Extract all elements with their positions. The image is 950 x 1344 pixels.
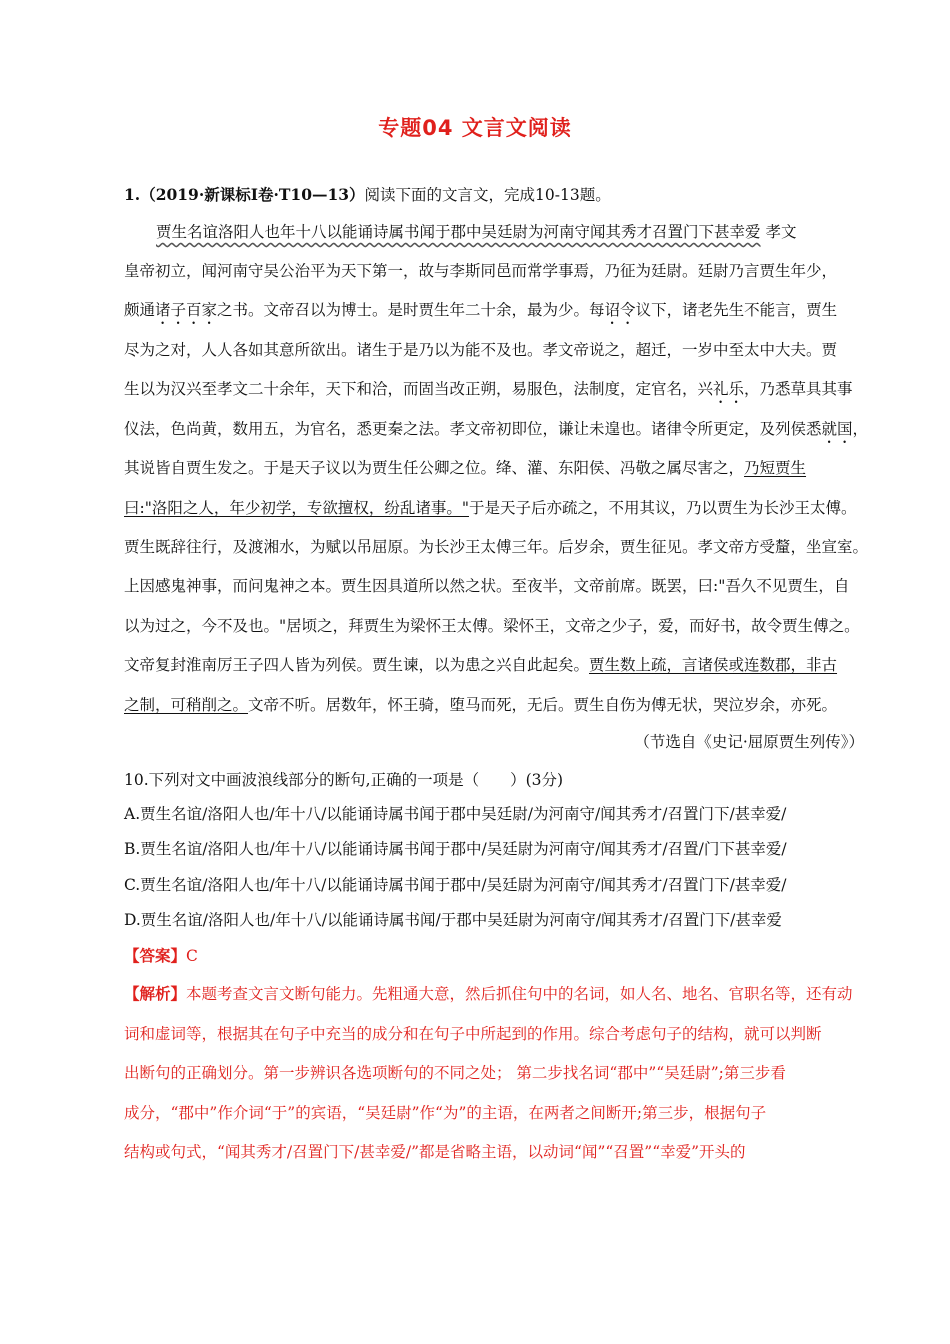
analysis-line-4: 成分，“郡中”作介词“于”的宾语，“吴廷尉”作“为”的主语，在两者之间断开;第三步，根据句子 [124,1104,767,1122]
passage-line-3 [124,299,864,321]
passage-line-7 [124,457,864,479]
question-source: （2019·新课标Ⅰ卷·T10—13） [140,185,365,204]
analysis-line-2: 词和虚词等，根据其在句子中充当的成分和在句子中所起到的作用。综合考虑句子的结构，就可以判断 [124,1025,822,1043]
wavy-underlined-text: 贾生名谊洛阳人也年十八以能诵诗属书闻于郡中吴廷尉为河南守闻其秀才召置门下甚幸爱 [156,223,761,241]
underlined-text: 乃短贾生 [744,459,807,477]
option-b: B.贾生名谊/洛阳人也/年十八/以能诵诗属书闻于郡中/吴廷尉为河南守/闻其秀才/召置/门下甚幸爱/ [124,840,787,858]
dotted-text: 礼乐 [713,380,745,398]
passage-line-13 [124,694,864,716]
passage-line-6 [124,418,869,440]
analysis-line-3: 出断句的正确划分。第一步辨识各选项断句的不同之处； 第二步找名词“郡中”“吴廷尉”;第三步看 [124,1064,786,1082]
option-c: C.贾生名谊/洛阳人也/年十八/以能诵诗属书闻于郡中/吴廷尉为河南守/闻其秀才/召置门下/甚幸爱/ [124,876,787,894]
analysis-line-5: 结构或句式，“闻其秀才/召置门下/甚幸爱/”都是省略主语，以动词“闻”“召置”“幸爱”开头的 [124,1143,746,1161]
passage-line-5 [124,378,864,400]
option-d: D.贾生名谊/洛阳人也/年十八/以能诵诗属书闻/于郡中吴廷尉为河南守/闻其秀才/召置门下/甚幸爱 [124,911,782,929]
underlined-text: 之制，可稍削之。 [124,696,249,714]
question-number: 1. [124,185,141,204]
underlined-text: 曰:"洛阳之人，年少初学，专欲擅权，纷乱诸事。" [124,499,469,517]
passage-text: 仪法，色尚黄，数用五，为官名，悉更秦之法。孝文帝初即位，谦让未遑也。诸律令所更定，及列侯悉 [124,420,822,438]
dotted-text: 诸子百家 [155,301,218,319]
passage-line-11: 以为过之，今不及也。"居顷之，拜贾生为梁怀王太傅。梁怀王，文帝之少子，爱，而好书，故令贾生傅之。 [124,617,860,635]
analysis-text: 本题考查文言文断句能力。先粗通大意，然后抓住句中的名词，如人名、地名、官职名等，还有动 [186,985,853,1003]
passage-text: ，乃悉草具其事 [744,380,853,398]
passage-line-9: 贾生既辞往行，及渡湘水，为赋以吊屈原。为长沙王太傅三年。后岁余，贾生征见。孝文帝方受釐，坐宣室。 [124,538,869,556]
passage-line-4: 尽为之对，人人各如其意所欲出。诸生于是乃以为能不及也。孝文帝说之，超迁，一岁中至太中大夫。贾 [124,341,838,359]
passage-text: 孝文 [760,223,797,241]
passage-line-10: 上因感鬼神事，而问鬼神之本。贾生因具道所以然之状。至夜半，文帝前席。既罢，曰:"吾久不见贾生，自 [124,577,850,595]
passage-text: 于是天子后亦疏之，不用其议，乃以贾生为长沙王太傅。 [468,499,857,517]
page-title: 专题04 文言文阅读 [378,116,572,140]
answer-label: 【答案】 [124,946,187,965]
passage-line-12 [124,654,864,676]
dotted-text: 就国 [821,420,853,438]
question-header [124,184,864,206]
passage-text: 文帝不听。居数年，怀王骑，堕马而死，无后。贾生自伤为傅无状，哭泣岁余，亦死。 [248,696,838,714]
passage-line-1 [156,221,896,243]
answer-value: C [186,947,198,965]
passage-text: 之书。文帝召以为博士。是时贾生年二十余，最为少。每 [217,301,605,319]
analysis-line-1 [124,983,864,1005]
answer-line [124,945,864,967]
passage-text: 议下，诸老先生不能言，贾生 [635,301,838,319]
option-a: A.贾生名谊/洛阳人也/年十八/以能诵诗属书闻于郡中吴廷尉/为河南守/闻其秀才/召置门下/甚幸爱/ [124,805,787,823]
question-instruction: 阅读下面的文言文，完成10-13题。 [364,186,611,204]
passage-line-8 [124,497,864,519]
passage-text: 颇通 [124,301,156,319]
passage-text: 其说皆自贾生发之。于是天子议以为贾生任公卿之位。绛、灌、东阳侯、冯敬之属尽害之， [124,459,745,477]
dotted-text: 诏令 [604,301,636,319]
question-10-stem: 10.下列对文中画波浪线部分的断句,正确的一项是（ ）(3分) [124,771,564,789]
passage-text: 生以为汉兴至孝文二十余年，天下和洽，而固当改正朔，易服色，法制度，定官名，兴 [124,380,714,398]
passage-line-2: 皇帝初立，闻河南守吴公治平为天下第一，故与李斯同邑而常学事焉，乃征为廷尉。廷尉乃言贾生年少， [124,262,838,280]
passage-text: 文帝复封淮南厉王子四人皆为列侯。贾生谏，以为患之兴自此起矣。 [124,656,590,674]
analysis-label: 【解析】 [124,984,187,1003]
underlined-text: 贾生数上疏，言诸侯或连数郡，非古 [589,656,838,674]
passage-text: ， [852,420,869,438]
passage-source: （节选自《史记·屈原贾生列传》） [634,733,864,751]
